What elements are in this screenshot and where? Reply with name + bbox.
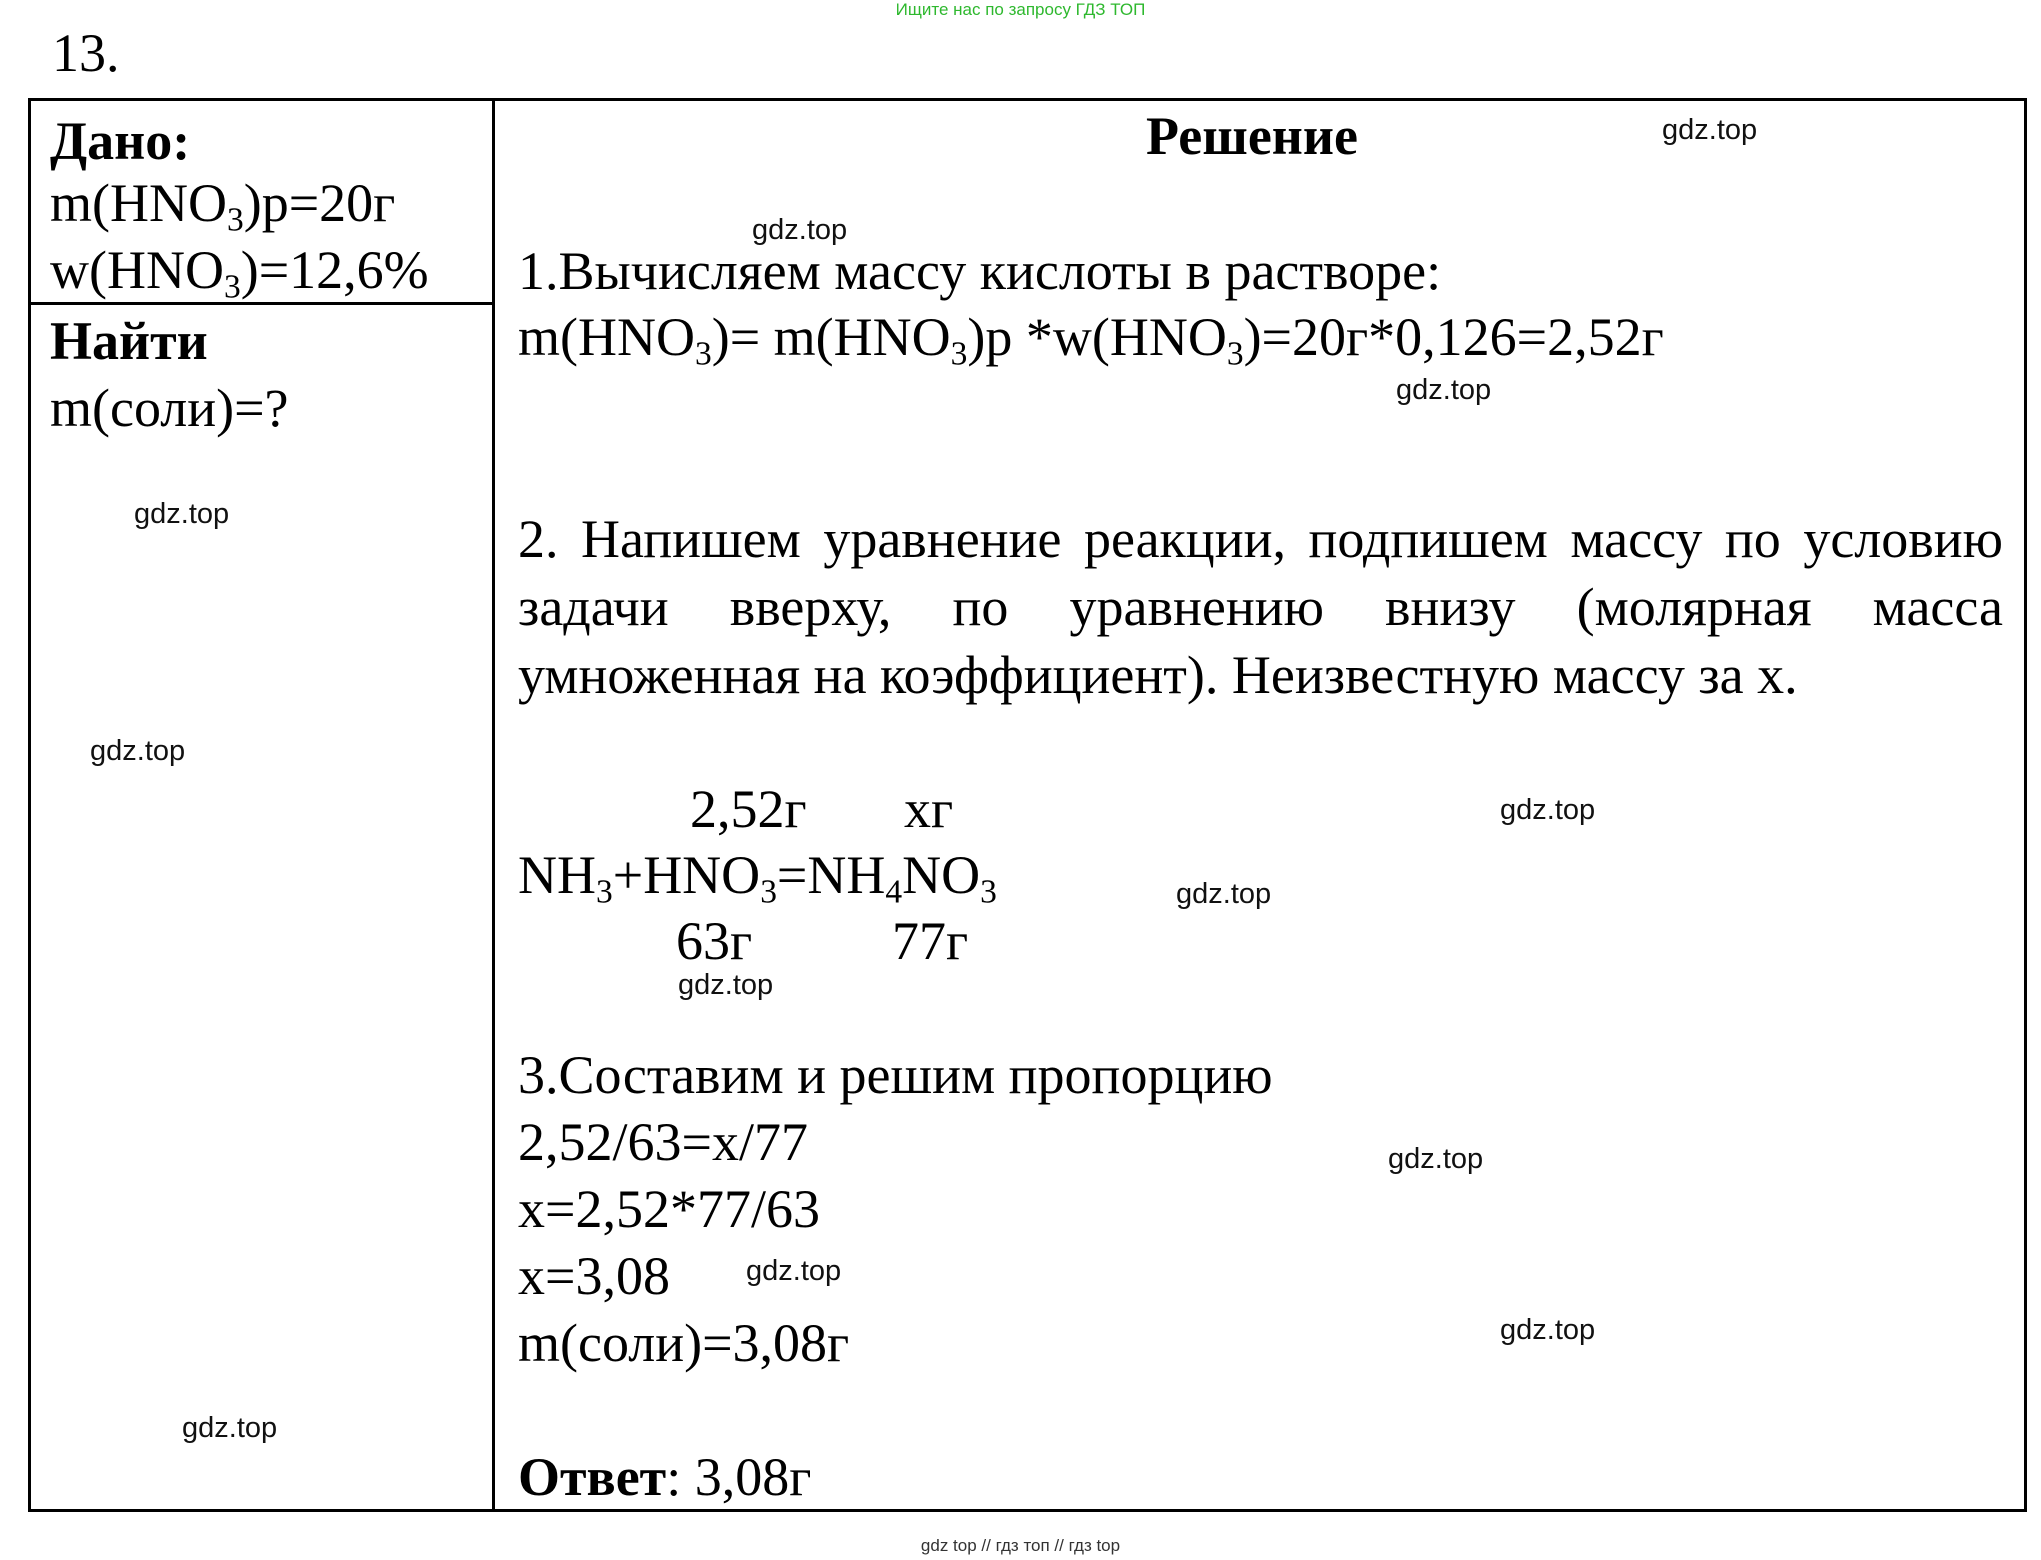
watermark: gdz.top <box>1662 114 1758 146</box>
answer-value: : 3,08г <box>666 1447 812 1507</box>
reaction-equation: $NH_3+HNO_3=NH_4NO_3$ <box>518 845 997 911</box>
equation-above-acid: 2,52г <box>690 779 807 839</box>
step3-title: 3.Составим и решим пропорцию <box>518 1045 1273 1105</box>
watermark: gdz.top <box>1500 1314 1596 1346</box>
watermark: gdz.top <box>1388 1143 1484 1175</box>
watermark: gdz.top <box>182 1412 278 1444</box>
step2-text: 2. Напишем уравнение реакции, подпишем массу по условию задачи вверху, по уравнению внизу (молярная масса умноженная на коэффициент). Неизвестную массу за х. <box>518 509 2003 705</box>
salt-mass-result: m(соли)=3,08г <box>518 1313 850 1373</box>
x-expression-line: х=2,52*77/63 <box>518 1179 820 1239</box>
answer-label: Ответ <box>518 1447 667 1507</box>
equation-below-salt: 77г <box>892 911 969 971</box>
solution-heading: Решение <box>1146 106 1358 166</box>
x-value-line: х=3,08 <box>518 1246 670 1306</box>
given-mass-fraction: $w(HNO_3)=12,6\%$ <box>50 240 429 306</box>
step1-formula: $m(HNO_3)= m(HNO_3)р$ $*w(HNO_3)=20г*0,126=2,52г$ <box>518 307 1664 373</box>
watermark: gdz.top <box>746 1255 842 1287</box>
proportion-line: 2,52/63=х/77 <box>518 1112 808 1172</box>
given-heading: Дано: <box>50 111 191 171</box>
find-salt-mass: m(соли)=? <box>50 378 289 438</box>
watermark: gdz.top <box>90 735 186 767</box>
problem-number: 13. <box>52 23 120 83</box>
equation-below-acid: 63г <box>676 911 753 971</box>
watermark: gdz.top <box>1500 794 1596 826</box>
watermark: gdz.top <box>752 214 848 246</box>
watermark: gdz.top <box>1176 878 1272 910</box>
equation-above-salt: хг <box>904 779 954 839</box>
column-divider <box>492 98 495 1512</box>
given-mass-solution: $m(HNO_3)р=20г$ <box>50 173 396 239</box>
find-heading: Найти <box>50 311 208 371</box>
top-banner: Ищите нас по запросу ГДЗ ТОП <box>895 0 1146 19</box>
answer-line <box>518 1444 811 1510</box>
step1-title: 1.Вычисляем массу кислоты в растворе: <box>518 241 1442 301</box>
watermark: gdz.top <box>678 969 774 1001</box>
footer: gdz top // гдз топ // гдз top <box>920 1536 1121 1555</box>
watermark: gdz.top <box>1396 374 1492 406</box>
watermark: gdz.top <box>134 498 230 530</box>
